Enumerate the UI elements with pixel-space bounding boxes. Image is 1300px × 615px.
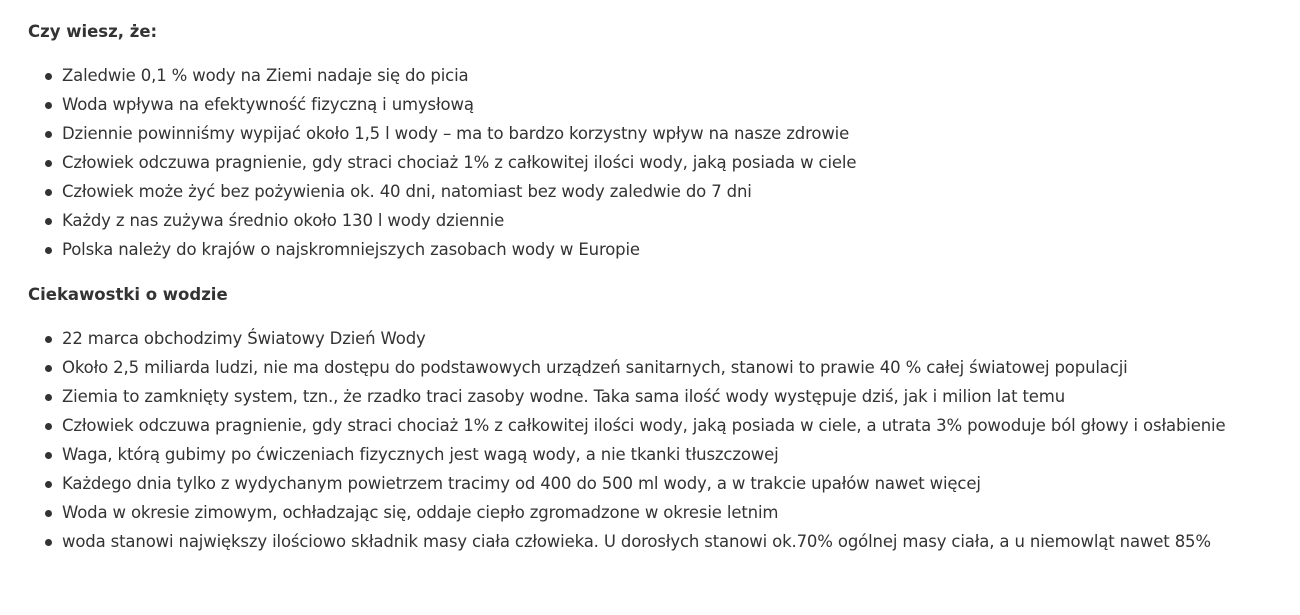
section-water-trivia — [28, 282, 1300, 556]
list-item-text: Każdy z nas zużywa średnio około 130 l wody dziennie — [62, 211, 505, 230]
fact-list — [28, 324, 1300, 556]
list-item — [28, 61, 1300, 90]
list-item-text: Polska należy do krajów o najskromniejszych zasobach wody w Europie — [62, 240, 640, 259]
list-item — [28, 148, 1300, 177]
list-item — [28, 206, 1300, 235]
bullet-icon — [45, 131, 52, 138]
bullet-icon — [45, 423, 52, 430]
list-item — [28, 527, 1300, 556]
bullet-icon — [45, 189, 52, 196]
bullet-icon — [45, 247, 52, 254]
list-item-text: Człowiek może żyć bez pożywienia ok. 40 dni, natomiast bez wody zaledwie do 7 dni — [62, 182, 752, 201]
list-item — [28, 177, 1300, 206]
bullet-icon — [45, 539, 52, 546]
bullet-icon — [45, 394, 52, 401]
list-item-text: Każdego dnia tylko z wydychanym powietrzem tracimy od 400 do 500 ml wody, a w trakcie upałów nawet więcej — [62, 474, 981, 493]
list-item — [28, 411, 1300, 440]
list-item — [28, 469, 1300, 498]
bullet-icon — [45, 160, 52, 167]
list-item-text: Człowiek odczuwa pragnienie, gdy straci chociaż 1% z całkowitej ilości wody, jaką posiada w ciele — [62, 153, 857, 172]
list-item — [28, 440, 1300, 469]
bullet-icon — [45, 452, 52, 459]
list-item — [28, 235, 1300, 264]
list-item-text: Około 2,5 miliarda ludzi, nie ma dostępu do podstawowych urządzeń sanitarnych, stanowi to prawie 40 % całej światowej populacji — [62, 358, 1128, 377]
bullet-icon — [45, 73, 52, 80]
section-did-you-know — [28, 19, 1300, 264]
bullet-icon — [45, 365, 52, 372]
fact-list — [28, 61, 1300, 264]
list-item — [28, 90, 1300, 119]
list-item-text: Dziennie powinniśmy wypijać około 1,5 l wody – ma to bardzo korzystny wpływ na nasze zdrowie — [62, 124, 850, 143]
list-item-text: Waga, którą gubimy po ćwiczeniach fizycznych jest wagą wody, a nie tkanki tłuszczowej — [62, 445, 779, 464]
list-item — [28, 324, 1300, 353]
list-item-text: Zaledwie 0,1 % wody na Ziemi nadaje się do picia — [62, 66, 469, 85]
bullet-icon — [45, 102, 52, 109]
list-item — [28, 498, 1300, 527]
list-item-text: Woda wpływa na efektywność fizyczną i umysłową — [62, 95, 474, 114]
section-heading: Czy wiesz, że: — [28, 22, 158, 41]
list-item-text: Woda w okresie zimowym, ochładzając się, oddaje ciepło zgromadzone w okresie letnim — [62, 503, 779, 522]
list-item-text: Człowiek odczuwa pragnienie, gdy straci chociaż 1% z całkowitej ilości wody, jaką posiada w ciele, a utrata 3% powoduje ból głowy i osłabienie — [62, 416, 1226, 435]
list-item-text: woda stanowi największy ilościowo składnik masy ciała człowieka. U dorosłych stanowi ok.70% ogólnej masy ciała, a u niemowląt nawet 85% — [62, 532, 1211, 551]
list-item — [28, 119, 1300, 148]
bullet-icon — [45, 218, 52, 225]
bullet-icon — [45, 336, 52, 343]
list-item-text: Ziemia to zamknięty system, tzn., że rzadko traci zasoby wodne. Taka sama ilość wody występuje dziś, jak i milion lat temu — [62, 387, 1066, 406]
list-item — [28, 382, 1300, 411]
list-item-text: 22 marca obchodzimy Światowy Dzień Wody — [62, 329, 426, 348]
section-heading: Ciekawostki o wodzie — [28, 285, 228, 304]
bullet-icon — [45, 481, 52, 488]
bullet-icon — [45, 510, 52, 517]
list-item — [28, 353, 1300, 382]
